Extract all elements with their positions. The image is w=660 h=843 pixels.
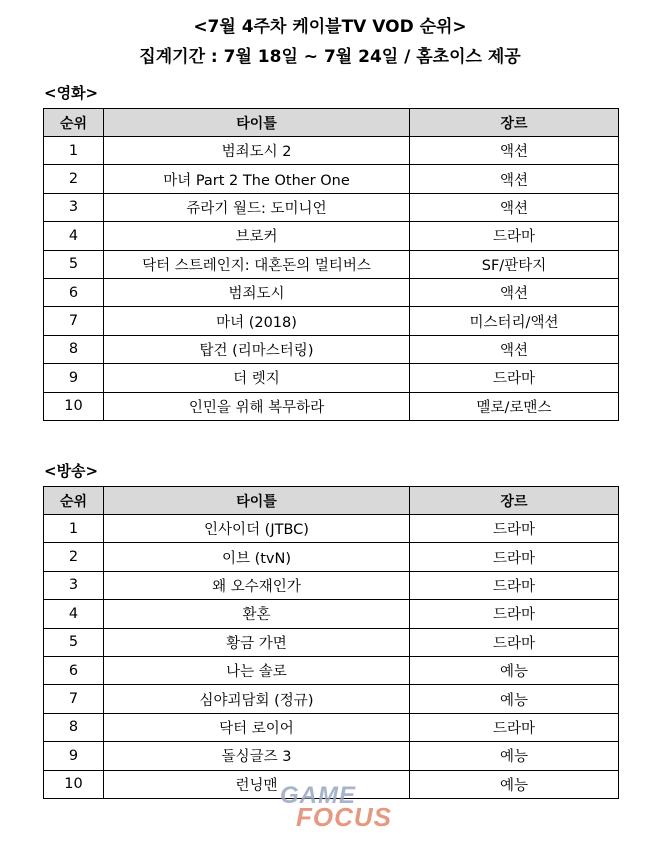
title-cell: 심야괴담회 (정규) — [104, 685, 410, 713]
rank-cell: 9 — [44, 364, 104, 392]
genre-cell: 드라마 — [410, 628, 619, 656]
title-cell: 더 렛지 — [104, 364, 410, 392]
movie-ranking-table — [43, 108, 619, 421]
watermark-focus-text: FOCUS — [296, 802, 392, 832]
table-row — [44, 307, 619, 335]
table-row — [44, 742, 619, 770]
table-row — [44, 571, 619, 599]
table-row — [44, 193, 619, 221]
table-row — [44, 770, 619, 798]
title-cell: 인민을 위해 복무하라 — [104, 392, 410, 420]
genre-cell: 액션 — [410, 137, 619, 165]
rank-cell: 1 — [44, 515, 104, 543]
title-cell: 범죄도시 2 — [104, 137, 410, 165]
genre-cell: 예능 — [410, 770, 619, 798]
title-cell: 닥터 스트레인지: 대혼돈의 멀티버스 — [104, 250, 410, 278]
tv-section-label: <방송> — [44, 462, 99, 480]
rank-cell: 4 — [44, 600, 104, 628]
title-cell: 나는 솔로 — [104, 656, 410, 684]
genre-cell: SF/판타지 — [410, 250, 619, 278]
column-header-rank: 순위 — [44, 487, 104, 515]
title-cell: 마녀 Part 2 The Other One — [104, 165, 410, 193]
title-cell: 황금 가면 — [104, 628, 410, 656]
table-row — [44, 543, 619, 571]
genre-cell: 드라마 — [410, 571, 619, 599]
genre-cell: 액션 — [410, 335, 619, 363]
column-header-genre: 장르 — [410, 487, 619, 515]
column-header-title: 타이틀 — [104, 487, 410, 515]
page-subtitle: 집계기간 : 7월 18일 ~ 7월 24일 / 홈초이스 제공 — [139, 47, 521, 67]
table-row — [44, 165, 619, 193]
rank-cell: 10 — [44, 392, 104, 420]
rank-cell: 8 — [44, 335, 104, 363]
table-row — [44, 600, 619, 628]
genre-cell: 액션 — [410, 193, 619, 221]
title-cell: 돌싱글즈 3 — [104, 742, 410, 770]
table-row — [44, 250, 619, 278]
rank-cell: 10 — [44, 770, 104, 798]
column-header-rank: 순위 — [44, 109, 104, 137]
genre-cell: 멜로/로맨스 — [410, 392, 619, 420]
rank-cell: 6 — [44, 656, 104, 684]
page-title: <7월 4주차 케이블TV VOD 순위> — [193, 17, 467, 37]
table-row — [44, 713, 619, 741]
table-row — [44, 685, 619, 713]
title-cell: 인사이더 (JTBC) — [104, 515, 410, 543]
rank-cell: 2 — [44, 165, 104, 193]
rank-cell: 9 — [44, 742, 104, 770]
rank-cell: 7 — [44, 307, 104, 335]
table-row — [44, 222, 619, 250]
genre-cell: 액션 — [410, 165, 619, 193]
table-row — [44, 335, 619, 363]
movie-section-label: <영화> — [44, 84, 99, 102]
column-header-genre: 장르 — [410, 109, 619, 137]
table-row — [44, 392, 619, 420]
table-row — [44, 137, 619, 165]
table-row — [44, 515, 619, 543]
genre-cell: 예능 — [410, 656, 619, 684]
genre-cell: 드라마 — [410, 713, 619, 741]
title-cell: 범죄도시 — [104, 278, 410, 306]
title-cell: 닥터 로이어 — [104, 713, 410, 741]
rank-cell: 3 — [44, 193, 104, 221]
table-row — [44, 628, 619, 656]
column-header-title: 타이틀 — [104, 109, 410, 137]
table-row — [44, 278, 619, 306]
table-header-row — [44, 487, 619, 515]
rank-cell: 5 — [44, 250, 104, 278]
rank-cell: 5 — [44, 628, 104, 656]
genre-cell: 드라마 — [410, 364, 619, 392]
genre-cell: 드라마 — [410, 600, 619, 628]
rank-cell: 1 — [44, 137, 104, 165]
genre-cell: 예능 — [410, 685, 619, 713]
title-cell: 환혼 — [104, 600, 410, 628]
title-cell: 왜 오수재인가 — [104, 571, 410, 599]
genre-cell: 액션 — [410, 278, 619, 306]
rank-cell: 3 — [44, 571, 104, 599]
rank-cell: 2 — [44, 543, 104, 571]
title-cell: 브로커 — [104, 222, 410, 250]
watermark-game-text: GAME — [280, 782, 356, 809]
rank-cell: 8 — [44, 713, 104, 741]
tv-ranking-table — [43, 486, 619, 799]
rank-cell: 4 — [44, 222, 104, 250]
title-cell: 쥬라기 월드: 도미니언 — [104, 193, 410, 221]
title-cell: 마녀 (2018) — [104, 307, 410, 335]
genre-cell: 미스터리/액션 — [410, 307, 619, 335]
genre-cell: 드라마 — [410, 515, 619, 543]
table-row — [44, 364, 619, 392]
title-cell: 이브 (tvN) — [104, 543, 410, 571]
rank-cell: 7 — [44, 685, 104, 713]
genre-cell: 예능 — [410, 742, 619, 770]
rank-cell: 6 — [44, 278, 104, 306]
title-cell: 런닝맨 — [104, 770, 410, 798]
genre-cell: 드라마 — [410, 222, 619, 250]
table-header-row — [44, 109, 619, 137]
genre-cell: 드라마 — [410, 543, 619, 571]
table-row — [44, 656, 619, 684]
title-cell: 탑건 (리마스터링) — [104, 335, 410, 363]
